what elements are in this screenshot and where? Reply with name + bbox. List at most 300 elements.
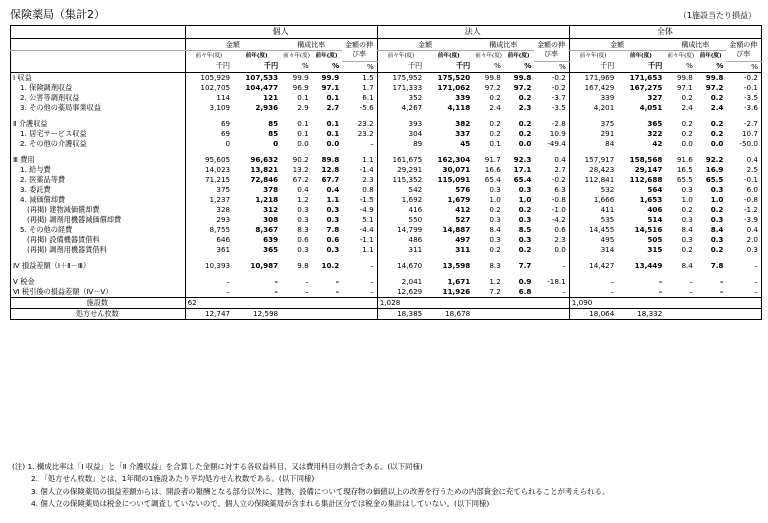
- cell-value: 0.3: [710, 184, 724, 194]
- cell-value: -3.5: [743, 92, 758, 102]
- cell-value: 97.2: [513, 82, 532, 92]
- cell-value: 532: [569, 185, 617, 195]
- cell-value: 311: [455, 244, 471, 254]
- cell-value: 416: [377, 205, 425, 215]
- cell-value: 0.3: [681, 234, 693, 244]
- cell-value: –: [689, 276, 693, 286]
- table-row: [11, 277, 762, 287]
- cell-value: 171,333: [377, 83, 425, 93]
- notes: [12, 461, 609, 511]
- cell-value: 67.2: [292, 174, 309, 184]
- cell-value: 114: [185, 93, 233, 103]
- header-corner: [11, 26, 186, 39]
- unit-pct: %: [686, 61, 693, 71]
- cell-value: –: [719, 286, 724, 296]
- cell-value: 42: [652, 138, 663, 148]
- cell-value: -1.0: [551, 204, 566, 214]
- cell-value: 0.0: [710, 138, 724, 148]
- cell-value: 0.1: [326, 118, 340, 128]
- row-label: 2. その他の介護収益: [20, 138, 87, 148]
- cell-value: 13.2: [292, 164, 309, 174]
- cell-value: 639: [263, 234, 279, 244]
- facilities-row: [11, 297, 762, 308]
- year-prev: 前年(度): [629, 53, 652, 59]
- cell-value: 0.3: [518, 184, 532, 194]
- cell-value: 92.2: [705, 154, 724, 164]
- cell-value: 171,062: [437, 82, 471, 92]
- cell-value: 0.3: [518, 214, 532, 224]
- cell-value: 0.2: [710, 92, 724, 102]
- cell-value: 14,516: [634, 224, 663, 234]
- cell-value: 8,367: [255, 224, 279, 234]
- cell-value: 535: [569, 215, 617, 225]
- cell-value: 7.7: [518, 260, 532, 270]
- cell-value: 99.8: [484, 72, 501, 82]
- cell-value: 71,215: [185, 175, 233, 185]
- cell-value: 0.0: [681, 138, 693, 148]
- cell-value: 105,929: [185, 72, 233, 83]
- cell-value: 0.1: [489, 138, 501, 148]
- cell-value: 0.3: [489, 214, 501, 224]
- cell-value: 107,533: [245, 72, 279, 82]
- row-label: 2. 医薬品等費: [20, 174, 66, 184]
- cell-value: 0.4: [326, 184, 340, 194]
- cell-value: 8.4: [710, 224, 724, 234]
- cell-value: 0.3: [710, 234, 724, 244]
- cell-value: 0.8: [362, 184, 374, 194]
- cell-value: 0.2: [710, 118, 724, 128]
- cell-value: 65.5: [676, 174, 693, 184]
- cell-value: 16.6: [484, 164, 501, 174]
- note-line: 3. 個人立の保険薬局の損益差額からは、開設者の報酬となる部分以外に、建物、設備について現存物の価値以上の改善を行うための内部資金に充てられることが考えられる。: [31, 486, 610, 496]
- row-label: Ⅰ 収益: [13, 72, 32, 82]
- unit-pct: %: [716, 61, 724, 71]
- cell-value: 99.8: [513, 72, 532, 82]
- cell-value: 2.7: [554, 164, 566, 174]
- cell-value: 311: [377, 245, 425, 255]
- cell-value: 6.0: [746, 184, 758, 194]
- cell-value: 3,109: [185, 103, 233, 113]
- cell-value: -0.8: [551, 194, 566, 204]
- cell-value: 382: [455, 118, 471, 128]
- subheader-row: [11, 39, 762, 51]
- unit-yen: 千円: [455, 61, 471, 71]
- cell-value: 0.2: [681, 128, 693, 138]
- cell-value: 328: [185, 205, 233, 215]
- cell-value: 14,023: [185, 165, 233, 175]
- cell-value: 497: [455, 234, 471, 244]
- cell-value: 0.4: [746, 154, 758, 164]
- cell-value: 2.3: [554, 234, 566, 244]
- year-prev: 前年(度): [699, 53, 722, 59]
- prescriptions-value: 18,385: [377, 308, 425, 319]
- prescriptions-value: 18,332: [637, 308, 663, 318]
- cell-value: 1.0: [518, 194, 532, 204]
- year-prev2: 前々年(度): [185, 51, 233, 62]
- cell-value: 327: [647, 92, 663, 102]
- cell-value: 99.8: [705, 72, 724, 82]
- prescriptions-label: 処方せん枚数: [75, 308, 119, 318]
- cell-value: 0.3: [326, 244, 340, 254]
- cell-value: 1,692: [377, 195, 425, 205]
- cell-value: 69: [185, 129, 233, 139]
- cell-value: 162,304: [437, 154, 471, 164]
- table-body: [11, 72, 762, 297]
- cell-value: 375: [569, 119, 617, 129]
- amount-header: 金額: [569, 39, 665, 51]
- cell-value: –: [305, 286, 309, 296]
- cell-value: –: [274, 286, 279, 296]
- unit-pct: %: [558, 61, 566, 71]
- cell-value: 1,218: [255, 194, 279, 204]
- unit-yen: 千円: [569, 61, 617, 72]
- cell-value: –: [370, 276, 374, 286]
- prescriptions-value: 18,678: [445, 308, 471, 318]
- cell-value: 99.9: [292, 72, 309, 82]
- cell-value: -4.9: [359, 204, 374, 214]
- cell-value: 45: [460, 138, 471, 148]
- cell-value: –: [754, 276, 758, 286]
- row-label: 5. その他の経費: [20, 224, 73, 234]
- cell-value: 352: [377, 93, 425, 103]
- cell-value: 2.7: [326, 102, 340, 112]
- cell-value: 0.2: [518, 92, 532, 102]
- year-prev2: 前々年(度): [475, 53, 502, 59]
- cell-value: 11,926: [442, 286, 471, 296]
- cell-value: 361: [185, 245, 233, 255]
- cell-value: 6.3: [554, 184, 566, 194]
- cell-value: 0: [185, 139, 233, 149]
- cell-value: 0.3: [710, 214, 724, 224]
- cell-value: 8.4: [681, 224, 693, 234]
- unit-yen: 千円: [185, 61, 233, 72]
- unit-pct: %: [301, 61, 309, 71]
- cell-value: 2.9: [297, 102, 309, 112]
- cell-value: 1.1: [362, 244, 374, 254]
- cell-value: 4,201: [569, 103, 617, 113]
- row-label: (再掲) 建物減価償却費: [27, 204, 100, 214]
- cell-value: 2.3: [362, 174, 374, 184]
- cell-value: 505: [647, 234, 663, 244]
- cell-value: 1,679: [447, 194, 471, 204]
- cell-value: 0.3: [297, 214, 309, 224]
- row-label: 1. 居宅サービス収益: [20, 128, 87, 138]
- cell-value: 514: [647, 214, 663, 224]
- cell-value: 0.2: [518, 128, 532, 138]
- cell-value: 0.2: [489, 118, 501, 128]
- cell-value: –: [658, 276, 663, 286]
- note-line: 2. 「処方せん枚数」とは、1年間の1施設あたり平均処方せん枚数である。(以下同様): [31, 474, 315, 484]
- prescriptions-value: 12,598: [252, 308, 279, 318]
- cell-value: 13,598: [442, 260, 471, 270]
- cell-value: 0.1: [326, 92, 340, 102]
- unit-note: （1施設当たり損益）: [678, 11, 756, 20]
- cell-value: 23.2: [357, 118, 374, 128]
- cell-value: 0.1: [297, 92, 309, 102]
- year-prev: 前年(度): [315, 53, 338, 59]
- cell-value: 12.8: [321, 164, 340, 174]
- cell-value: 291: [569, 129, 617, 139]
- cell-value: 0.3: [326, 204, 340, 214]
- ratio-header: 構成比率: [281, 39, 342, 51]
- cell-value: 2,936: [255, 102, 279, 112]
- cell-value: 13,821: [250, 164, 279, 174]
- cell-value: 8.3: [489, 260, 501, 270]
- cell-value: -1.2: [743, 204, 758, 214]
- row-label: Ⅲ 費用: [13, 154, 35, 164]
- cell-value: 92.3: [513, 154, 532, 164]
- year-prev: 前年(度): [507, 53, 530, 59]
- cell-value: -3.9: [743, 214, 758, 224]
- cell-value: 29,291: [377, 165, 425, 175]
- cell-value: 0.2: [710, 128, 724, 138]
- year-prev2: 前々年(度): [569, 51, 617, 62]
- growth-header: 金額の伸び率: [534, 39, 569, 62]
- cell-value: 375: [185, 185, 233, 195]
- cell-value: –: [689, 286, 693, 296]
- cell-value: 167,429: [569, 83, 617, 93]
- table-row: [11, 185, 762, 195]
- cell-value: 495: [569, 235, 617, 245]
- row-label: 1. 保険調剤収益: [20, 82, 73, 92]
- cell-value: 16.9: [705, 164, 724, 174]
- cell-value: 91.7: [484, 154, 501, 164]
- cell-value: 171,969: [569, 72, 617, 83]
- table-row: [11, 215, 762, 225]
- cell-value: 1.0: [681, 194, 693, 204]
- table-row: [11, 165, 762, 175]
- cell-value: 0.6: [554, 224, 566, 234]
- cell-value: 378: [263, 184, 279, 194]
- cell-value: 175,952: [377, 72, 425, 83]
- cell-value: 393: [377, 119, 425, 129]
- cell-value: 0.2: [710, 244, 724, 254]
- cell-value: 1,653: [639, 194, 663, 204]
- cell-value: 0.4: [746, 224, 758, 234]
- cell-value: 90.2: [292, 154, 309, 164]
- cell-value: 13,449: [634, 260, 663, 270]
- cell-value: 304: [377, 129, 425, 139]
- table-row: [11, 175, 762, 185]
- cell-value: 0.2: [489, 92, 501, 102]
- cell-value: 96.9: [292, 82, 309, 92]
- cell-value: 10.9: [549, 128, 566, 138]
- cell-value: 16.5: [676, 164, 693, 174]
- cell-value: 8.3: [297, 224, 309, 234]
- cell-value: –: [335, 276, 340, 286]
- cell-value: -0.2: [551, 174, 566, 184]
- cell-value: 2.4: [710, 102, 724, 112]
- cell-value: 4,051: [639, 102, 663, 112]
- row-label: 1. 給与費: [20, 164, 51, 174]
- table-row: [11, 235, 762, 245]
- table-row: [11, 287, 762, 298]
- cell-value: 0.4: [297, 184, 309, 194]
- table-row: [11, 155, 762, 165]
- facilities-label: 施設数: [86, 297, 109, 307]
- cell-value: 8.4: [489, 224, 501, 234]
- cell-value: –: [569, 287, 617, 298]
- cell-value: 2.4: [681, 102, 693, 112]
- cell-value: 157,917: [569, 155, 617, 165]
- cell-value: 171,653: [629, 72, 663, 82]
- cell-value: 0.3: [681, 214, 693, 224]
- cell-value: 1.1: [326, 194, 340, 204]
- cell-value: 2.4: [489, 102, 501, 112]
- cell-value: 14,427: [569, 261, 617, 271]
- cell-value: 6.1: [362, 92, 374, 102]
- cell-value: 65.5: [705, 174, 724, 184]
- cell-value: 67.7: [321, 174, 340, 184]
- cell-value: 1.2: [297, 194, 309, 204]
- cell-value: –: [185, 287, 233, 298]
- cell-value: -0.2: [551, 72, 566, 82]
- row-label: 3. 委託費: [20, 184, 51, 194]
- cell-value: 2.5: [746, 164, 758, 174]
- cell-value: 23.2: [357, 128, 374, 138]
- table-row: [11, 261, 762, 271]
- cell-value: 1,671: [447, 276, 471, 286]
- cell-value: 10,393: [185, 261, 233, 271]
- unit-yen: 千円: [647, 61, 663, 71]
- cell-value: 89.8: [321, 154, 340, 164]
- cell-value: -2.7: [743, 118, 758, 128]
- table-row: [11, 195, 762, 205]
- cell-value: 0.2: [518, 244, 532, 254]
- cell-value: –: [370, 260, 374, 270]
- cell-value: 99.9: [321, 72, 340, 82]
- group-header-row: [11, 26, 762, 39]
- row-label: 4. 減価償却費: [20, 194, 66, 204]
- unit-pct: %: [493, 61, 501, 71]
- growth-header: 金額の伸び率: [726, 39, 761, 62]
- cell-value: 85: [268, 118, 279, 128]
- cell-value: 69: [185, 119, 233, 129]
- cell-value: -0.1: [743, 174, 758, 184]
- prescriptions-value: 18,064: [569, 308, 617, 319]
- cell-value: 1.1: [362, 154, 374, 164]
- cell-value: 0.2: [681, 204, 693, 214]
- cell-value: 0.0: [326, 138, 340, 148]
- cell-value: 550: [377, 215, 425, 225]
- cell-value: 30,071: [442, 164, 471, 174]
- cell-value: 4,118: [447, 102, 471, 112]
- cell-value: –: [658, 286, 663, 296]
- cell-value: 84: [569, 139, 617, 149]
- cell-value: 564: [647, 184, 663, 194]
- table-row: [11, 225, 762, 235]
- cell-value: 339: [569, 93, 617, 103]
- cell-value: 406: [647, 204, 663, 214]
- unit-row: [11, 61, 762, 72]
- cell-value: -0.2: [551, 82, 566, 92]
- row-label: Ⅱ 介護収益: [13, 118, 48, 128]
- cell-value: 12,629: [377, 287, 425, 298]
- cell-value: 89: [377, 139, 425, 149]
- cell-value: 85: [268, 128, 279, 138]
- cell-value: 1.0: [710, 194, 724, 204]
- unit-pct: %: [332, 61, 340, 71]
- ratio-header: 構成比率: [473, 39, 534, 51]
- cell-value: 0.2: [489, 244, 501, 254]
- cell-value: 1.0: [489, 194, 501, 204]
- cell-value: -1.1: [359, 234, 374, 244]
- cell-value: 72,846: [250, 174, 279, 184]
- cell-value: 6.8: [518, 286, 532, 296]
- cell-value: 0.2: [489, 128, 501, 138]
- cell-value: 0.2: [518, 204, 532, 214]
- cell-value: 9.8: [297, 260, 309, 270]
- cell-value: 17.1: [513, 164, 532, 174]
- cell-value: 167,275: [629, 82, 663, 92]
- cell-value: 2.0: [746, 234, 758, 244]
- table-row: [11, 103, 762, 113]
- facilities-kojin: 62: [185, 297, 281, 308]
- table-row: [11, 72, 762, 83]
- cell-value: 0: [273, 138, 279, 148]
- cell-value: 314: [569, 245, 617, 255]
- cell-value: -1.4: [359, 164, 374, 174]
- cell-value: -3.7: [551, 92, 566, 102]
- cell-value: –: [370, 286, 374, 296]
- cell-value: -0.2: [743, 72, 758, 82]
- cell-value: -49.4: [547, 138, 566, 148]
- facilities-zentai: 1,090: [569, 297, 665, 308]
- row-label: Ⅳ 損益差額（Ⅰ＋Ⅱ－Ⅲ）: [13, 260, 91, 270]
- group-header-zentai: 全体: [569, 26, 761, 39]
- unit-pct: %: [524, 61, 532, 71]
- cell-value: 28,423: [569, 165, 617, 175]
- cell-value: 0.9: [518, 276, 532, 286]
- cell-value: 412: [455, 204, 471, 214]
- year-header-row: [11, 51, 762, 62]
- row-label: (再掲) 調剤用機器賃借料: [27, 244, 107, 254]
- cell-value: 0.0: [518, 138, 532, 148]
- ratio-header: 構成比率: [665, 39, 726, 51]
- cell-value: 0.0: [297, 138, 309, 148]
- cell-value: 8,755: [185, 225, 233, 235]
- year-prev2: 前々年(度): [377, 51, 425, 62]
- cell-value: -3.5: [551, 102, 566, 112]
- unit-yen: 千円: [377, 61, 425, 72]
- page-title: 保険薬局（集計2）: [10, 8, 105, 21]
- cell-value: 10.7: [741, 128, 758, 138]
- cell-value: 293: [185, 215, 233, 225]
- cell-value: 0.3: [297, 204, 309, 214]
- cell-value: 112,841: [569, 175, 617, 185]
- table-row: [11, 93, 762, 103]
- year-prev2: 前々年(度): [283, 53, 310, 59]
- cell-value: –: [185, 277, 233, 287]
- cell-value: 2.3: [518, 102, 532, 112]
- table-row: [11, 83, 762, 93]
- cell-value: 315: [647, 244, 663, 254]
- cell-value: 0.3: [489, 184, 501, 194]
- cell-value: 0.2: [681, 118, 693, 128]
- cell-value: 312: [263, 204, 279, 214]
- cell-value: 115,091: [437, 174, 471, 184]
- cell-value: –: [754, 286, 758, 296]
- cell-value: 104,477: [245, 82, 279, 92]
- year-prev2: 前々年(度): [667, 53, 695, 59]
- financial-table: [10, 25, 762, 320]
- cell-value: 527: [455, 214, 471, 224]
- facilities-hojin: 1,028: [377, 297, 473, 308]
- cell-value: –: [754, 260, 758, 270]
- row-label: 2. 公害等調剤収益: [20, 92, 80, 102]
- cell-value: 0.6: [297, 234, 309, 244]
- cell-value: 646: [185, 235, 233, 245]
